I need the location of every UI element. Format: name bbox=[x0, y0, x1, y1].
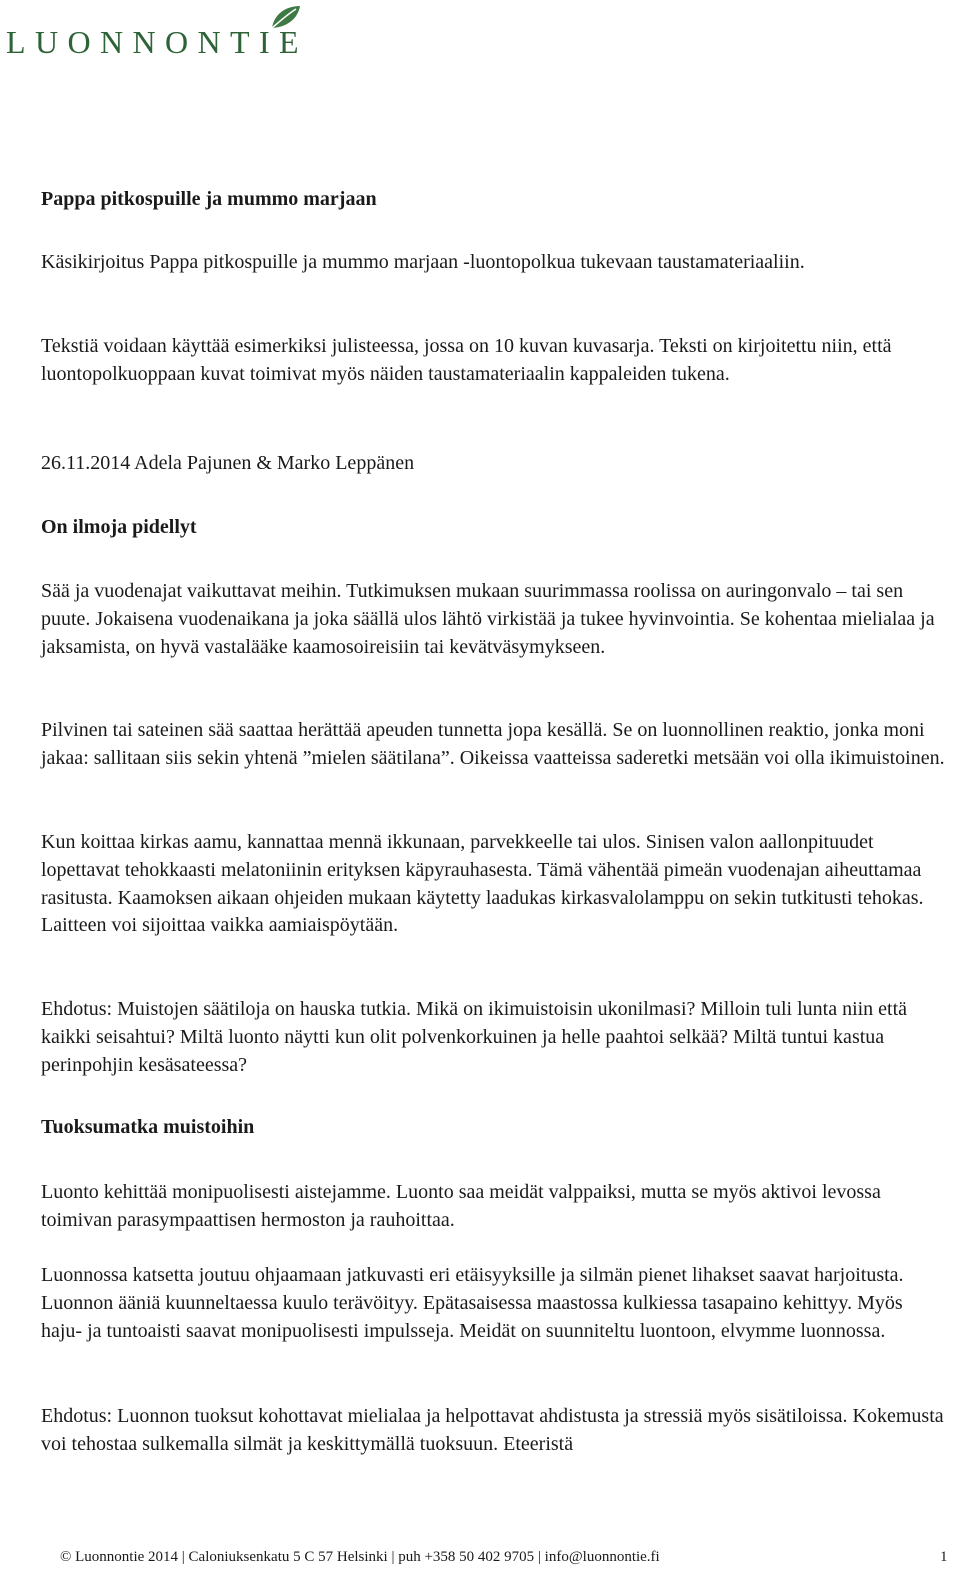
scents-paragraph-1: Luonto kehittää monipuolisesti aistejamme. Luonto saa meidät valppaiksi, mutta se myös aktivoi levossa toimivan parasympaattisen hermoston ja rauhoittaa. bbox=[41, 1181, 881, 1231]
weather-paragraph-3: Kun koittaa kirkas aamu, kannattaa mennä ikkunaan, parvekkeelle tai ulos. Sinisen valon aallonpituudet lopettavat tehokkaasti melatoniinin erityksen käpyrauhasesta. Tämä vähentää pimeän vuodenajan aiheuttamaa rasitusta. Kaamoksen aikaan ohjeiden mukaan käytetty laadukas kirkasvalolamppu on sekin tutkitusti tehokas. Laitteen voi sijoittaa vaikka aamiaispöytään. bbox=[41, 831, 924, 937]
weather-suggestion-paragraph: Ehdotus: Muistojen säätiloja on hauska tutkia. Mikä on ikimuistoisin ukonilmasi? Milloin tuli lunta niin että kaikki seisahtui? Miltä luonto näytti kun olit polvenkorkuinen ja helle paahtoi selkää? Miltä tuntui kastua perinpohjin kesäsateessa? bbox=[41, 998, 908, 1076]
weather-paragraph-2: Pilvinen tai sateinen sää saattaa herättää apeuden tunnetta jopa kesällä. Se on luonnollinen reaktio, jonka moni jakaa: sallitaan siis sekin yhtenä ”mielen säätilana”. Oikeissa vaatteissa saderetki metsään voi olla ikimuistoinen. bbox=[41, 719, 945, 769]
section-heading-weather: On ilmoja pidellyt bbox=[41, 516, 197, 538]
usage-paragraph: Tekstiä voidaan käyttää esimerkiksi julisteessa, jossa on 10 kuvan kuvasarja. Teksti on kirjoitettu niin, että luontopolkuoppaan kuvat toimivat myös näiden taustamateriaalin kappaleiden tukena. bbox=[41, 335, 892, 385]
intro-paragraph: Käsikirjoitus Pappa pitkospuille ja mummo marjaan -luontopolkua tukevaan taustamateriaaliin. bbox=[41, 251, 805, 273]
leaf-icon bbox=[268, 4, 302, 30]
logo-wordmark: LUONNONTIE bbox=[6, 24, 308, 60]
scents-paragraph-2: Luonnossa katsetta joutuu ohjaamaan jatkuvasti eri etäisyyksille ja silmän pienet lihakset saavat harjoitusta. Luonnon ääniä kuunneltaessa kuulo terävöityy. Epätasaisessa maastossa kulkiessa tasapaino kehittyy. Myös haju- ja tuntoaisti saavat monipuolisesti impulsseja. Meidät on suunniteltu luontoon, elvymme luonnossa. bbox=[41, 1264, 904, 1342]
page-footer: © Luonnontie 2014 | Caloniuksenkatu 5 C 57 Helsinki | puh +358 50 402 9705 | info@luonnontie.fi bbox=[60, 1549, 660, 1565]
luonnontie-logo bbox=[6, 4, 306, 60]
weather-paragraph-1: Sää ja vuodenajat vaikuttavat meihin. Tutkimuksen mukaan suurimmassa roolissa on auringonvalo – tai sen puute. Jokaisena vuodenaikana ja joka säällä ulos lähtö virkistää ja tukee hyvinvointia. Se kohentaa mielialaa ja jaksamista, on hyvä vastalääke kaamosoireisiin tai kevätväsymykseen. bbox=[41, 580, 935, 658]
scents-suggestion-paragraph: Ehdotus: Luonnon tuoksut kohottavat mielialaa ja helpottavat ahdistusta ja stressiä myös sisätiloissa. Kokemusta voi tehostaa sulkemalla silmät ja keskittymällä tuoksuun. Eteeristä bbox=[41, 1405, 944, 1455]
document-title: Pappa pitkospuille ja mummo marjaan bbox=[41, 188, 377, 210]
byline: 26.11.2014 Adela Pajunen & Marko Leppänen bbox=[41, 452, 415, 474]
section-heading-scents: Tuoksumatka muistoihin bbox=[41, 1116, 255, 1138]
page-number: 1 bbox=[940, 1549, 948, 1565]
